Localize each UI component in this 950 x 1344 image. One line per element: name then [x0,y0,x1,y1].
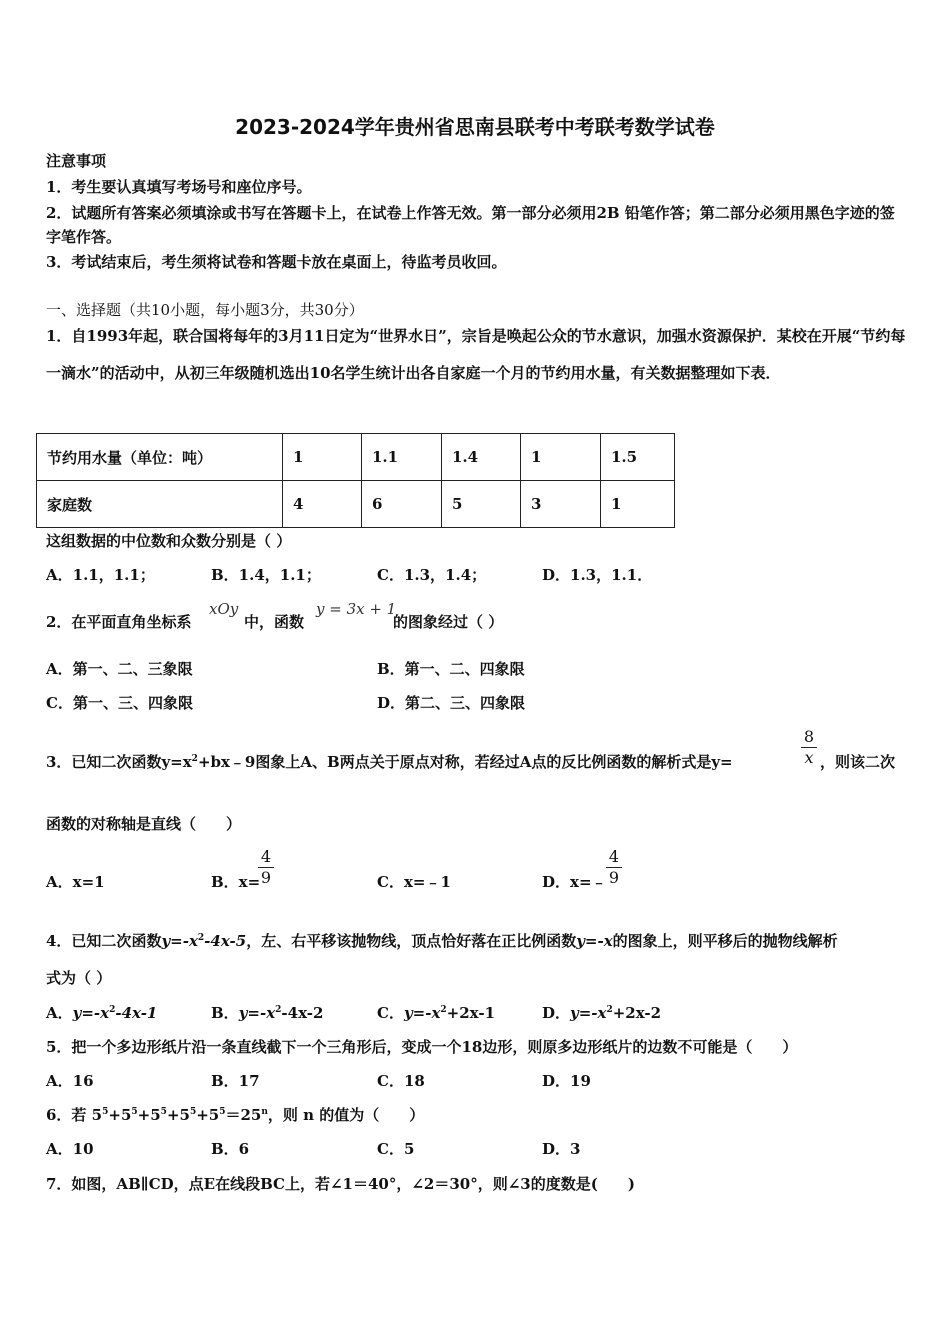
table-cell: 5 [442,481,521,528]
q3-option-c: C．x=﹣1 [377,873,451,891]
q4-option-c [377,1003,495,1023]
q4-text: ，左、右平移该抛物线，顶点恰好落在正比例函数 [246,932,577,950]
q2-option-d: D．第二、三、四象限 [377,694,526,712]
q6-text: 6．若 5 [46,1106,103,1124]
notice-item-2: 2．试题所有答案必须填涂或书写在答题卡上，在试卷上作答无效。第一部分必须用2B 铅笔作答；第二部分必须用黑色字迹的签字笔作答。 [46,204,895,246]
option-formula: +2x-2 [612,1004,662,1022]
q2-coord-system: xOy [209,600,239,618]
q6-option-b: B．6 [211,1140,250,1158]
q3-option-d-fraction [606,848,622,887]
q4-stem-line2: 式为（ ） [46,969,112,987]
q6-stem [46,1105,424,1125]
q3-exponent: 2 [191,754,198,764]
option-formula: y=-x [403,1004,441,1022]
q6-text: ＝25 [225,1106,262,1124]
q7-stem: 7．如图，AB∥CD，点E在线段BC上，若∠1＝40°，∠2＝30°，则∠3的度数是( ) [46,1175,635,1193]
q6-exponent: 5 [219,1107,226,1117]
option-exponent: 2 [606,1005,613,1015]
option-formula: y=-x [72,1004,110,1022]
table-cell: 1 [521,434,601,481]
q3-stem-line2: 函数的对称轴是直线（ ） [46,815,242,833]
q4-text: 4．已知二次函数 [46,932,162,950]
q3-option-d-prefix: D．x=﹣ [542,873,607,891]
q2-prefix: 2．在平面直角坐标系 [46,613,192,631]
question-1-question: 这组数据的中位数和众数分别是（ ） [46,532,292,550]
table-cell: 家庭数 [37,481,283,528]
q4-text: 的图象上，则平移后的抛物线解析 [612,932,838,950]
table-cell: 1.4 [442,434,521,481]
q1-option-b: B．1.4，1.1； [211,566,321,584]
q4-formula: y=-x [576,932,613,950]
q3-fraction [801,728,817,767]
table-cell: 节约用水量（单位：吨） [37,434,283,481]
q3-stem-tail: ，则该二次 [820,753,896,771]
option-label: D． [542,1004,571,1022]
q6-option-d: D．3 [542,1140,581,1158]
option-formula: y=-x [238,1004,276,1022]
q3-option-a: A．x=1 [46,873,105,891]
notice-heading: 注意事项 [46,152,107,170]
q6-text: +5 [166,1106,190,1124]
q2-option-b: B．第一、二、四象限 [377,660,525,678]
water-saving-table [36,433,675,528]
q6-exponent: 5 [160,1107,167,1117]
fraction-numerator: 4 [260,847,272,866]
q6-option-c: C．5 [377,1140,415,1158]
q4-formula: -4x-5 [204,932,247,950]
q5-option-d: D．19 [542,1072,591,1090]
table-row [37,481,675,528]
notice-item-3: 3．考试结束后，考生须将试卷和答题卡放在桌面上，待监考员收回。 [46,253,507,271]
q2-middle: 中，函数 [244,613,305,631]
table-cell: 1 [601,481,675,528]
q5-option-b: B．17 [211,1072,260,1090]
table-cell: 1.1 [362,434,442,481]
q6-exponent: n [261,1107,268,1117]
q3-stem-part-a: 3．已知二次函数y=x [46,753,192,771]
q6-exponent: 5 [189,1107,197,1117]
q6-exponent: 5 [131,1107,138,1117]
option-exponent: 2 [440,1005,447,1015]
option-exponent: 2 [275,1005,282,1015]
option-formula: +2x-1 [446,1004,496,1022]
option-formula: -4x-1 [115,1004,158,1022]
fraction-numerator: 8 [803,727,815,746]
option-label: B． [211,1004,239,1022]
question-1-stem: 1．自1993年起，联合国将每年的3月11日定为“世界水日”，宗旨是唤起公众的节水意识，加强水资源保护．某校在开展“节约每一滴水”的活动中，从初三年级随机选出10名学生统计出各自家庭一个月的节约用水量，有关数据整理如下表． [46,327,906,382]
q6-text: +5 [108,1106,132,1124]
q2-option-a: A．第一、二、三象限 [46,660,193,678]
q5-stem: 5．把一个多边形纸片沿一条直线截下一个三角形后，变成一个18边形，则原多边形纸片的边数不可能是（ ） [46,1038,798,1056]
q4-formula: y=-x [161,932,198,950]
fraction-numerator: 4 [608,847,620,866]
fraction-denominator: x [804,748,814,767]
q6-text: ，则 n 的值为（ ） [267,1106,425,1124]
q4-option-d [542,1003,661,1023]
q1-option-d: D．1.3，1.1． [542,566,653,584]
q3-option-b-prefix: B．x= [211,873,261,891]
q1-option-c: C．1.3，1.4； [377,566,487,584]
option-formula: y=-x [570,1004,607,1022]
table-row [37,434,675,481]
option-formula: -4x-2 [281,1004,324,1022]
q6-text: +5 [137,1106,161,1124]
q4-option-b [211,1003,323,1023]
q5-option-c: C．18 [377,1072,425,1090]
q5-option-a: A．16 [46,1072,94,1090]
option-label: C． [377,1004,404,1022]
q3-option-b-fraction [258,848,274,887]
q2-function: y = 3x + 1 [316,600,397,618]
exam-title: 2023-2024学年贵州省思南县联考中考联考数学试卷 [235,115,715,139]
table-cell: 3 [521,481,601,528]
table-cell: 4 [283,481,362,528]
q3-stem [46,752,733,772]
q2-suffix: 的图象经过（ ） [393,613,504,631]
notice-item-1: 1．考生要认真填写考场号和座位序号。 [46,178,312,196]
option-exponent: 2 [109,1005,116,1015]
q4-stem [46,931,838,951]
q1-option-a: A．1.1，1.1； [46,566,155,584]
q4-option-a [46,1003,157,1023]
q6-exponent: 5 [102,1107,109,1117]
q2-option-c: C．第一、三、四象限 [46,694,193,712]
q6-text: +5 [196,1106,220,1124]
fraction-denominator: 9 [608,868,620,887]
table-cell: 1 [283,434,362,481]
q4-exponent: 2 [197,933,205,943]
option-label: A． [46,1004,73,1022]
table-cell: 6 [362,481,442,528]
table-cell: 1.5 [601,434,675,481]
fraction-denominator: 9 [260,868,272,887]
section-heading: 一、选择题（共10小题，每小题3分，共30分） [46,301,364,319]
q6-option-a: A．10 [46,1140,94,1158]
q3-stem-part-b: +bx﹣9图象上A、B两点关于原点对称，若经过A点的反比例函数的解析式是y= [197,753,733,771]
